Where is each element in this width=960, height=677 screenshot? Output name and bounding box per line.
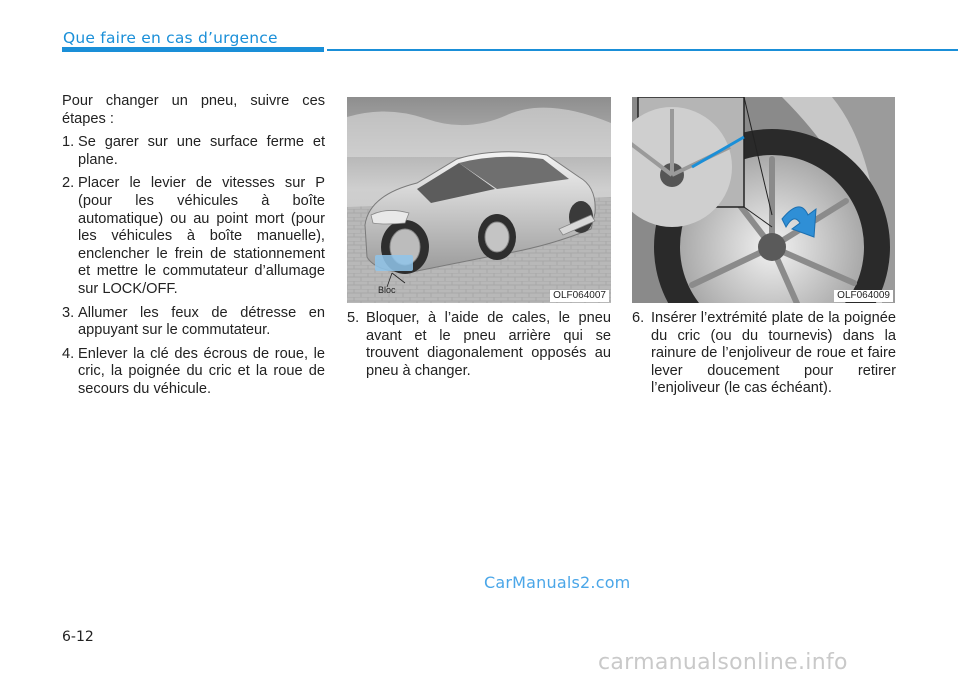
figure-code: OLF064007 [550,290,609,302]
header-rule-thick [62,47,324,52]
watermark-link[interactable]: CarManuals2.com [484,573,631,592]
step-number: 4. [62,345,75,362]
step-text: Insérer l’extrémité plate de la poignée du cric (ou du tournevis) dans la rainure de l’enjoliveur de roue et faire lever doucement pour retirer l’enjoliveur (le cas échéant). [651,310,896,397]
step-item [62,134,325,169]
step-number: 3. [62,304,75,321]
step-item [632,310,896,398]
page-number: 6-12 [62,629,94,645]
section-title: Que faire en cas d’urgence [63,29,278,47]
step-number: 5. [347,310,360,326]
step-item [347,310,611,380]
footer-site-mark: carmanualsonline.info [598,650,848,675]
instructions-column-3 [632,310,896,398]
step-text: Se garer sur une surface ferme et plane. [78,134,325,168]
step-item [62,346,325,399]
step-item [62,175,325,298]
header-rule-thin [327,49,958,51]
step-number: 2. [62,175,75,192]
step-number: 6. [632,310,645,326]
step-item [62,305,325,340]
step-text: Placer le levier de vitesses sur P (pour les véhicules à boîte automatique) ou au point mort (pour les véhicules à boîte manuelle), enclencher le frein de stationnement et mettre le commutateur d’allumage sur LOCK/OFF. [78,175,325,297]
figure-car-wheel-chocks [347,97,611,303]
instructions-column-1 [62,93,325,405]
intro-paragraph: Pour changer un pneu, suivre ces étapes : [62,93,325,127]
step-number: 1. [62,134,75,151]
wheel-illustration [632,97,895,303]
car-illustration [347,97,611,303]
figure-callout-label: Bloc [378,285,396,295]
figure-code: OLF064009 [834,290,893,302]
step-text: Bloquer, à l’aide de cales, le pneu avant et le pneu arrière qui se trouvent diagonalement opposés au pneu à changer. [366,310,611,379]
step-text: Enlever la clé des écrous de roue, le cric, la poignée du cric et la roue de secours du véhicule. [78,345,325,397]
instructions-column-2 [347,310,611,380]
figure-wheel-cover-removal [632,97,895,303]
step-text: Allumer les feux de détresse en appuyant sur le commutateur. [78,304,325,339]
